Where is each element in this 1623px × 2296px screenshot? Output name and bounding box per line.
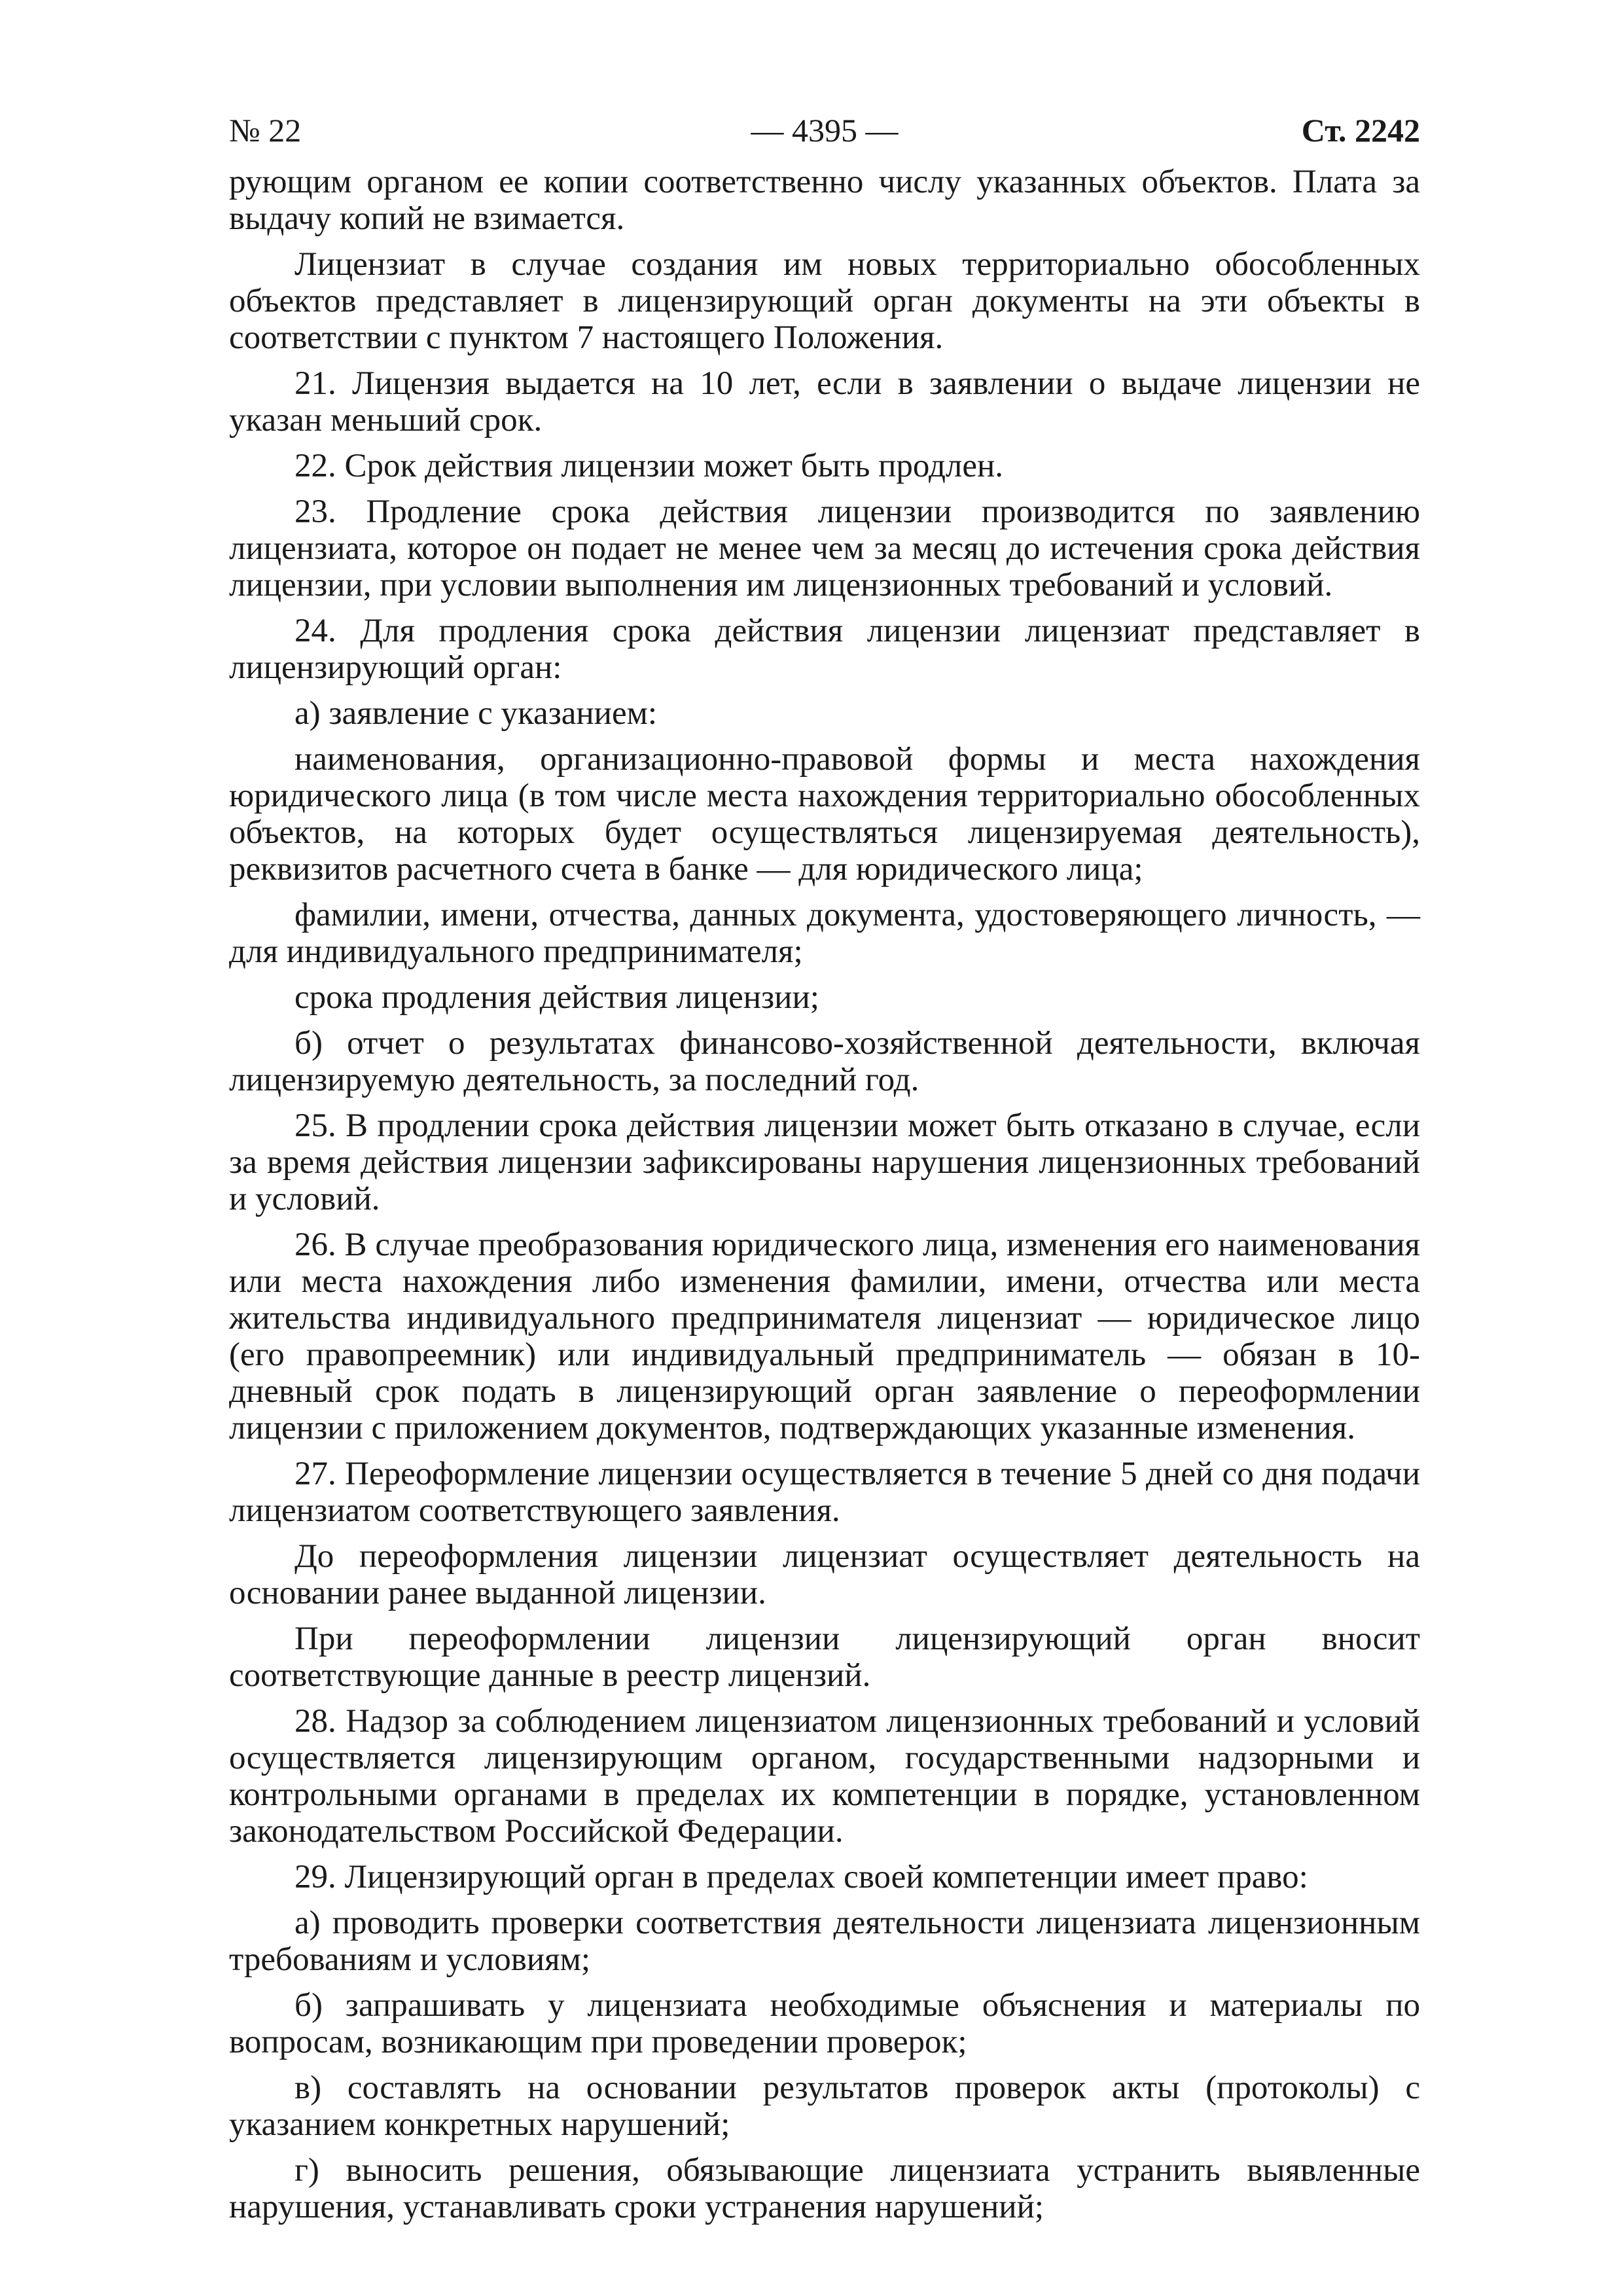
paragraph: 23. Продление срока действия лицензии производится по заявлению лицензиата, которое он подает не менее чем за месяц до истечения срока действия лицензии, при условии выполнения им лицензионных требований и условий. <box>229 493 1420 603</box>
paragraph: г) выносить решения, обязывающие лицензиата устранить выявленные нарушения, устанавливать сроки устранения нарушений; <box>229 2152 1420 2225</box>
paragraph: 26. В случае преобразования юридического лица, изменения его наименования или места нахождения либо изменения фамилии, имени, отчества или места жительства индивидуального предпринимателя лицензиат — юридическое лицо (его правопреемник) или индивидуальный предприниматель — обязан в 10-дневный срок подать в лицензирующий орган заявление о переоформлении лицензии с приложением документов, подтверждающих указанные изменения. <box>229 1227 1420 1446</box>
paragraph: 22. Срок действия лицензии может быть продлен. <box>294 448 1004 484</box>
paragraph: 24. Для продления срока действия лицензии лицензиат представляет в лицензирующий орган: <box>229 613 1420 686</box>
paragraph: При переоформлении лицензии лицензирующий орган вносит соответствующие данные в реестр лицензий. <box>229 1621 1420 1694</box>
page-number: — 4395 — <box>751 112 899 149</box>
paragraph: рующим органом ее копии соответственно числу указанных объектов. Плата за выдачу копий не взимается. <box>229 164 1420 237</box>
paragraph: 25. В продлении срока действия лицензии может быть отказано в случае, если за время действия лицензии зафиксированы нарушения лицензионных требований и условий. <box>229 1107 1420 1217</box>
paragraph: Лицензиат в случае создания им новых территориально обособленных объектов представляет в лицензирующий орган документы на эти объекты в соответствии с пунктом 7 настоящего Положения. <box>229 246 1420 356</box>
paragraph: наименования, организационно-правовой формы и места нахождения юридического лица (в том числе места нахождения территориально обособленных объектов, на которых будет осуществляться лицензируемая деятельность), реквизитов расчетного счета в банке — для юридического лица; <box>229 741 1420 888</box>
paragraph: в) составлять на основании результатов проверок акты (протоколы) с указанием конкретных нарушений; <box>229 2070 1420 2143</box>
page-header <box>229 111 1420 164</box>
paragraph: 29. Лицензирующий орган в пределах своей компетенции имеет право: <box>294 1859 1308 1895</box>
document-body <box>229 164 1420 2225</box>
article-number: Ст. 2242 <box>1301 112 1420 149</box>
paragraph: срока продления действия лицензии; <box>294 979 819 1016</box>
document-page <box>229 111 1420 2234</box>
paragraph: б) отчет о результатах финансово-хозяйственной деятельности, включая лицензируемую деятельность, за последний год. <box>229 1025 1420 1098</box>
paragraph: фамилии, имени, отчества, данных документа, удостоверяющего личность, — для индивидуального предпринимателя; <box>229 897 1420 970</box>
paragraph: б) запрашивать у лицензиата необходимые объяснения и материалы по вопросам, возникающим при проведении проверок; <box>229 1987 1420 2060</box>
paragraph: а) проводить проверки соответствия деятельности лицензиата лицензионным требованиям и условиям; <box>229 1905 1420 1978</box>
issue-number: № 22 <box>229 112 302 149</box>
paragraph: 28. Надзор за соблюдением лицензиатом лицензионных требований и условий осуществляется лицензирующим органом, государственными надзорными и контрольными органами в пределах их компетенции в порядке, установленном законодательством Российской Федерации. <box>229 1703 1420 1850</box>
paragraph: 21. Лицензия выдается на 10 лет, если в заявлении о выдаче лицензии не указан меньший срок. <box>229 365 1420 439</box>
paragraph: 27. Переоформление лицензии осуществляется в течение 5 дней со дня подачи лицензиатом соответствующего заявления. <box>229 1456 1420 1529</box>
paragraph: а) заявление с указанием: <box>294 695 658 732</box>
paragraph: До переоформления лицензии лицензиат осуществляет деятельность на основании ранее выданной лицензии. <box>229 1538 1420 1611</box>
